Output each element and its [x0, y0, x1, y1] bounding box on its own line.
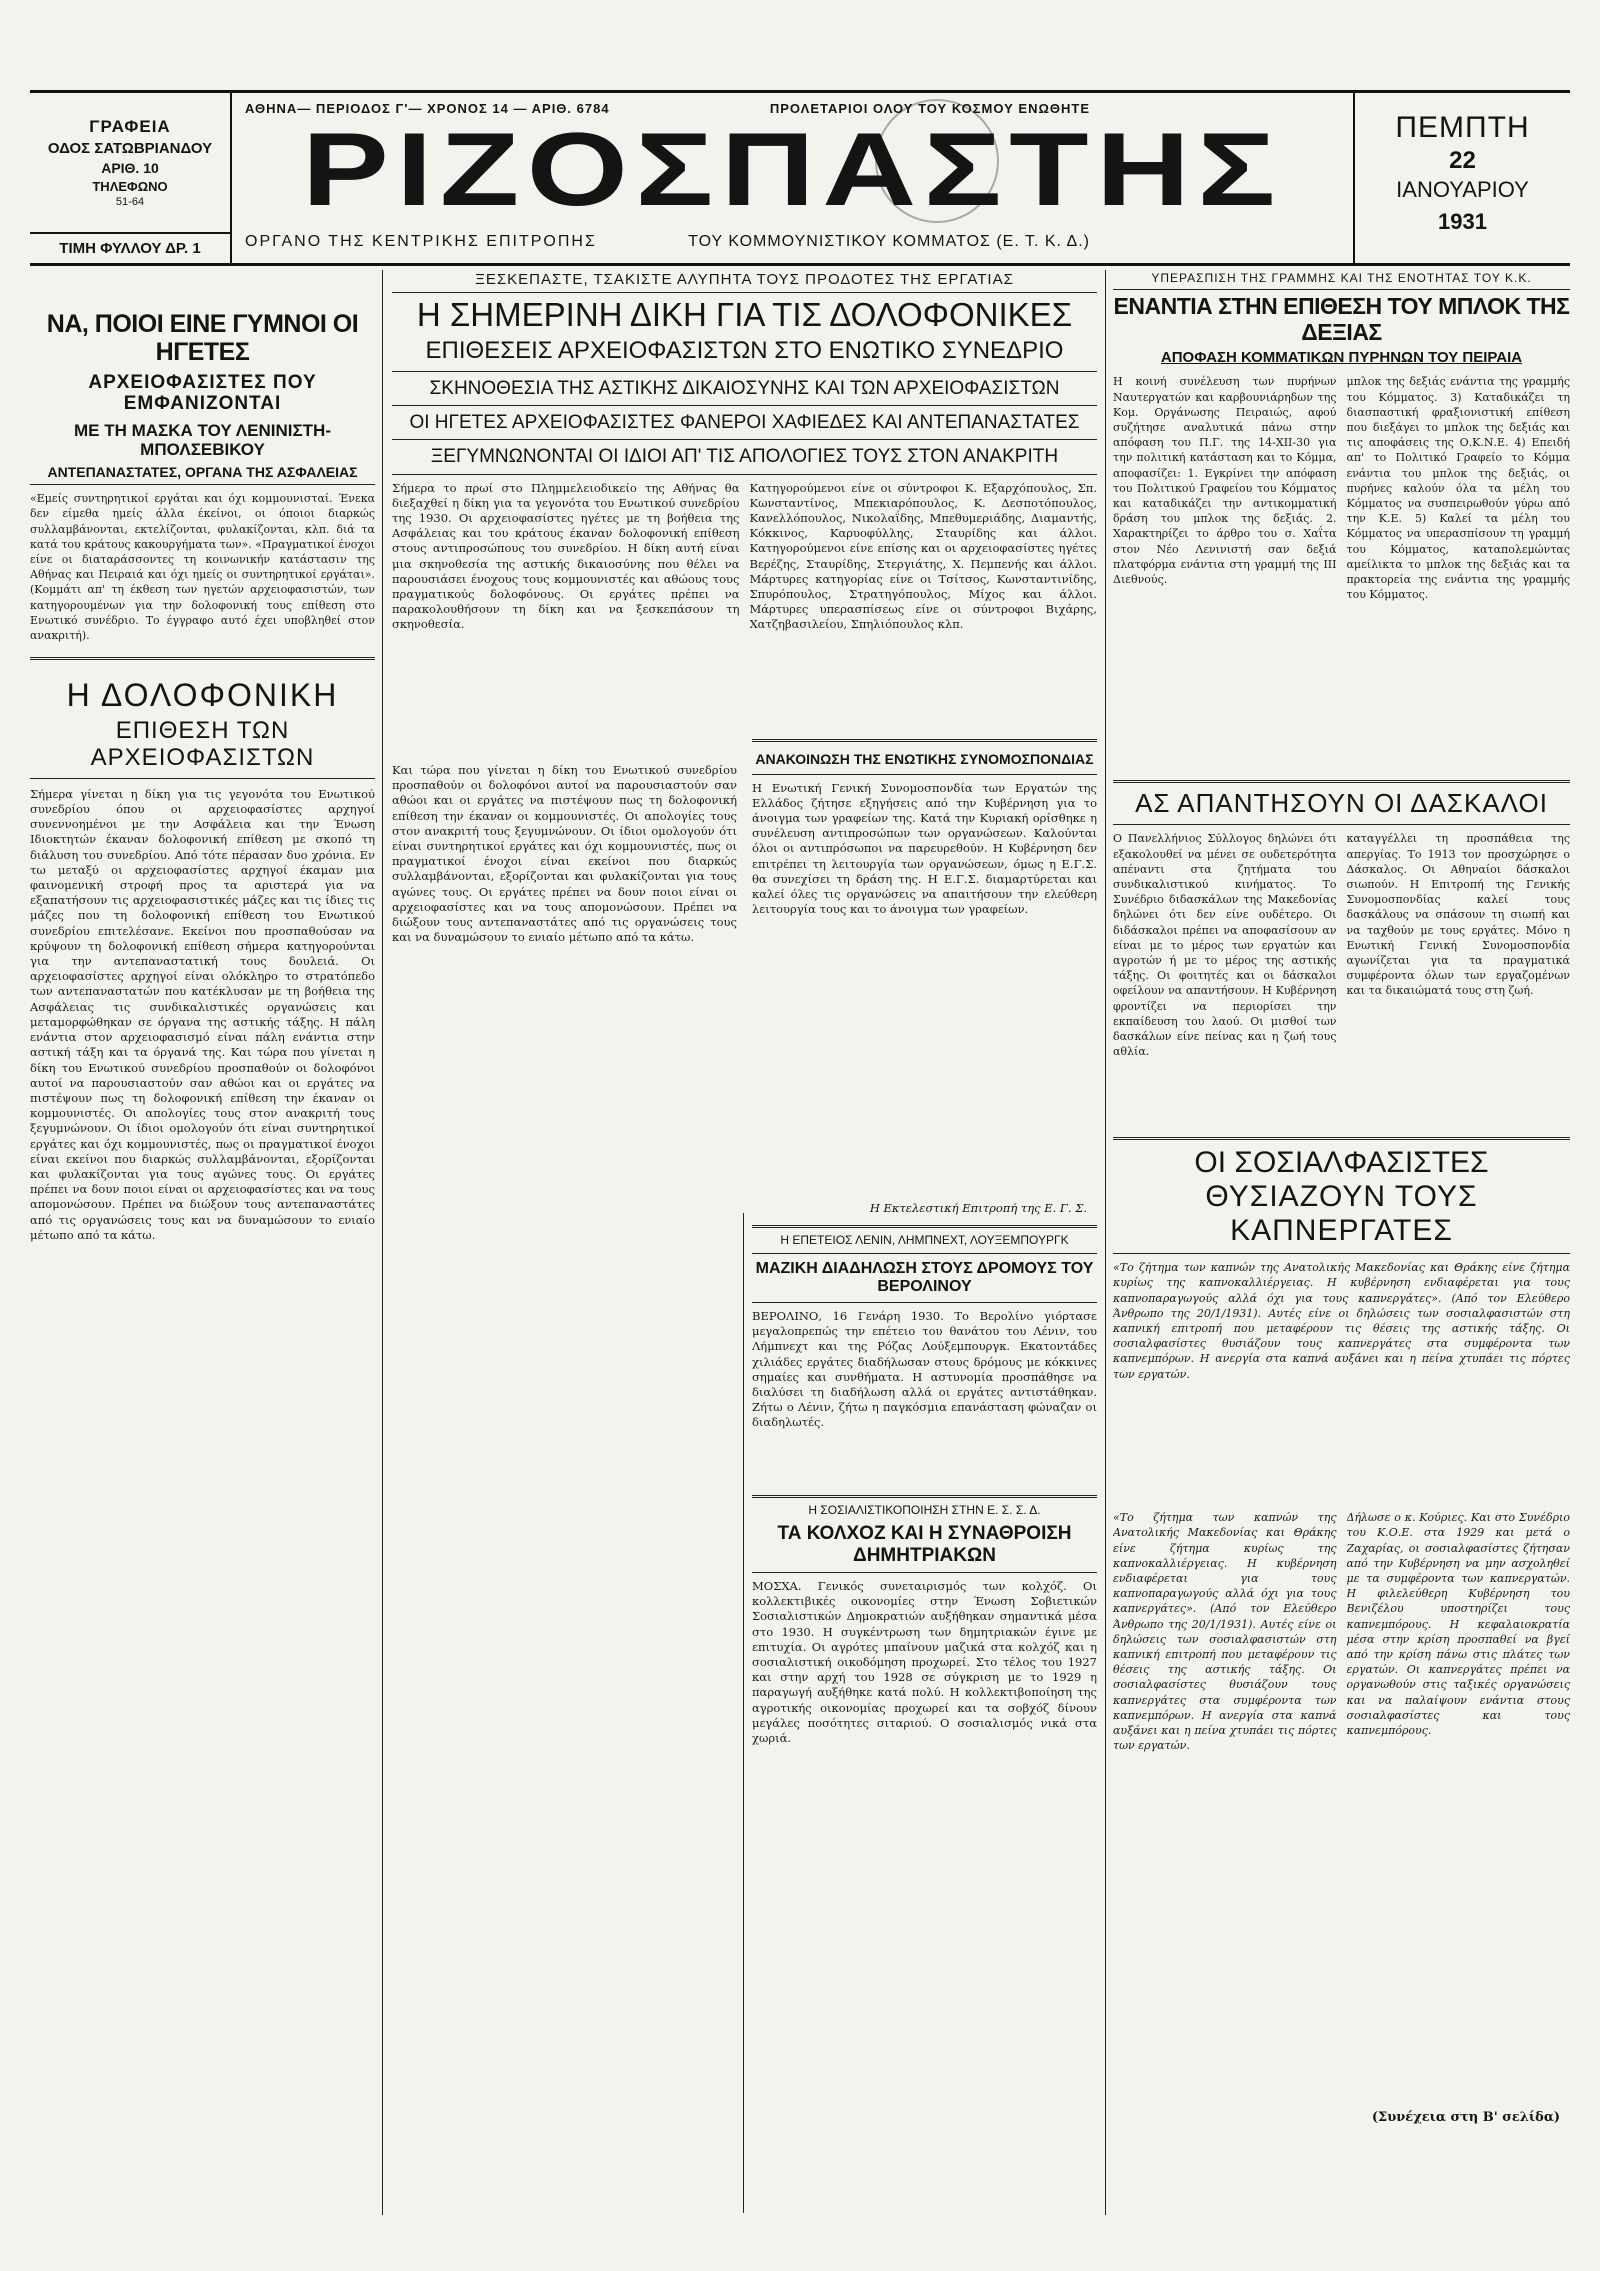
divider: [752, 739, 1097, 742]
right-column: [1113, 268, 1570, 2125]
left-article-body: [30, 787, 375, 2167]
left-article-text-a: Σήμερα γίνεται η δίκη για τις γεγονότα του Ενωτικού συνεδρίου όπου οι αρχειοφασίστες αρχηγοί συνεννοημένοι με την Ασφάλεια και την Ένωση Ιδιοκτητών έκαναν δολοφονική επίθεση με σκοπό τη διάλυση του συνεδρίου. Από τότε πέρασαν δυο χρόνια. Εν τω μεταξύ οι αρχειοφασίστες αρχηγοί έκαμαν μια φαινομενική στροφή προς τα αριστερά για να εξαπατήσουν τις αρχειοφασιστικές μάζες και τις ίδιες τις μάζες που τη δολοφονική επίθεση του Ενωτικού συνεδρίου επιτελέσανε. Εκείνοι που προσπαθούσαν να κρύψουν τη δολοφονική επίθεση σήμερα κατηγορούνται για την αντεπαναστατική τους δουλειά. Οι αρχειοφασίστες αρχηγοί είναι ολόκληρο το στρατόπεδο των αντεπαναστατών που κατέκλυσαν με τη βοήθεια της Ασφάλειας τις συνδικαλιστικές οργανώσεις και μεταμορφώθηκαν σε όργανα της αστικής τάξης. Η πάλη ενάντια στον αρχειοφασισμό είναι πάλη ενάντια στην αστική τάξη και τα όργανά της.: [30, 786, 375, 1060]
phone-label: ΤΗΛΕΦΩΝΟ: [92, 179, 168, 194]
left-continuation-text: Και τώρα που γίνεται η δίκη του Ενωτικού συνεδρίου προσπαθούν οι δολοφόνοι αυτοί να παρουσιαστούν σαν αθώοι και οι εργάτες να πιστέψουν πως τη δολοφονική επίθεση την έκαναν οι κομμουνιστές. Οι απολογίες τους στον ανακριτή τους ξεγυμνώνουν. Οι ίδιοι ομολογούν ότι είναι συντηρητικοί εργάτες και όχι κομμουνιστές, πως οι πραγματικοί ένοχοι είναι εκείνοι που διαρκώς συλλαμβάνονται, εξορίζονται και φυλακίζονται για τους αγώνες τους. Οι εργάτες πρέπει να δουν ποιοι είναι οι αρχειοφασίστες και να τους απομονώσουν. Πρέπει να διώξουν τους αντεπαναστάτες από τις οργανώσεις τους και να δυναμώσουν το ενιαίο μέτωπο από τα κάτω.: [392, 763, 737, 945]
right-headline-4: ΟΙ ΣΟΣΙΑΛΦΑΣΙΣΤΕΣ: [1194, 1146, 1489, 1180]
divider: [752, 1302, 1097, 1303]
tobacco-intro-text: «Το ζήτημα των καπνών της Ανατολικής Μακεδονίας και Θράκης είνε ζήτημα κυρίως της καπνοκαλλιέργειας. Η κυβέρνηση ενδιαφέρεται για τους καπνοπαραγωγούς αλλά όχι για τους καπνεργάτες». (Από τον Ελεύθερο Άνθρωπο της 20/1/1931). Αυτές είνε οι δηλώσεις των σοσιαλφασιστών στη καπνική επιτροπή που μεταφέρουν τις θέσεις της αστικής τάξης. Οι σοσιαλφασίστες θυσιάζουν τους καπνεργάτες στα συμφέροντα των καπνεμπόρων. Η ανεργία στα καπνά αυξάνει και η πείνα χτυπάει τις πόρτες των εργατών.: [1113, 1261, 1570, 1381]
notice-text: Η Ενωτική Γενική Συνομοσπονδία των Εργατών της Ελλάδος ζήτησε εξηγήσεις από την Κυβέρνηση για το άνοιγμα των γραφείων της. Κατά την Κυριακή ορίσθηκε η συνέλευση αντιπροσώπων των οργανώσεων. Καλούνται όλοι οι αντιπρόσωποι να παρευρεθούν. Η Κυβέρνηση δεν επιτρέπει τη λειτουργία των οργανώσεων, όμως η Ε.Γ.Σ. θα συνεχίσει τη δράση της. Η Ε.Γ.Σ. διαμαρτύρεται και καλεί όλες τις οργανώσεις να απαιτήσουν την ελεύθερη λειτουργία τους και το άνοιγμα των γραφείων.: [752, 780, 1097, 917]
subtitle-left: ΟΡΓΑΝΟ ΤΗΣ ΚΕΝΤΡΙΚΗΣ ΕΠΙΤΡΟΠΗΣ: [245, 233, 597, 250]
date-number: 22: [1449, 147, 1476, 174]
tobacco-article-columns: [1113, 1510, 1570, 2110]
left-headline-3: ΜΕ ΤΗ ΜΑΣΚΑ ΤΟΥ ΛΕΝΙΝΙΣΤΗ-ΜΠΟΛΣΕΒΙΚΟΥ: [74, 420, 331, 459]
teachers-text-b: καταγγέλλει τη προσπάθεια της απεργίας. Το 1913 τον προσχώρησε ο Δάσκαλος. Οι Αθηναίοι δάσκαλοι σιωπούν. Η Επιτροπή της Γενικής Συνομοσπονδίας καλεί τους δασκάλους να σπάσουν τη σιωπή και να ταχθούν με τους εργάτες. Μόνο η Ενωτική Γενική Συνομοσπονδία αγωνίζεται για τα πραγματικά συμφέροντα όλων των εργαζομένων και τα δικαιώματά τους στη ζωή.: [1346, 832, 1570, 998]
subtitle-right: ΤΟΥ ΚΟΜΜΟΥΝΙΣΤΙΚΟΥ ΚΟΜΜΑΤΟΣ (Ε. Τ. Κ. Δ.): [688, 233, 1090, 250]
center-headline-2: ΕΠΙΘΕΣΕΙΣ ΑΡΧΕΙΟΦΑΣΙΣΤΩΝ ΣΤΟ ΕΝΩΤΙΚΟ ΣΥΝΕΔΡΙΟ: [425, 336, 1064, 364]
column-rule: [1105, 270, 1106, 2215]
notice-signature: Η Εκτελεστική Επιτροπή της Ε. Γ. Σ.: [869, 1200, 1087, 1215]
lenin-text: ΒΕΡΟΛΙΝΟ, 16 Γενάρη 1930. Το Βερολίνο γιόρτασε μεγαλοπρεπώς την επέτειο του θανάτου του Λένιν, του Λήμπνεχτ και της Ρόζας Λούξεμπουργκ. Εκατοντάδες χιλιάδες εργάτες διαδήλωσαν στους δρόμους με κόκκινες σημαίες και συνθήματα. Η αστυνομία προσπάθησε να διαλύσει τη διαδήλωση αλλά οι εργάτες αντιστάθηκαν. Ζήτω ο Λένιν, ζήτω η παγκόσμια επανάσταση φώναζαν οι διαδηλωτές.: [752, 1308, 1097, 1430]
tobacco-text-a: «Το ζήτημα των καπνών της Ανατολικής Μακεδονίας και Θράκης είνε ζήτημα κυρίως της καπνοκαλλιέργειας. Η κυβέρνηση ενδιαφέρεται για τους καπνοπαραγωγούς αλλά όχι για τους καπνεργάτες». (Από τον Ελεύθερο Άνθρωπο της 20/1/1931). Αυτές είνε οι δηλώσεις των σοσιαλφασιστών στη καπνική επιτροπή που μεταφέρουν τις θέσεις της αστικής τάξης. Οι σοσιαλφασίστες θυσιάζουν τους καπνεργάτες στα συμφέροντα των καπνεμπόρων. Η ανεργία στα καπνά αυξάνει και η πείνα χτυπάει τις πόρτες των εργατών.: [1113, 1511, 1337, 1753]
divider: [1113, 1253, 1570, 1254]
date-day: ΠΕΜΠΤΗ: [1395, 111, 1530, 144]
divider: [392, 439, 1097, 440]
center-article-text-a: Σήμερα το πρωί στο Πλημμελειοδικείο της Αθήνας θα διεξαχθεί η δίκη για τα γεγονότα του Ενωτικού συνεδρίου της 1930. Οι αρχειοφασίστες ηγέτες με τη βοήθεια της Ασφάλειας και του κράτους έκαναν δολοφονική επίθεση στους αντιπροσώπους του συνεδρίου. Η δίκη αυτή είναι μια σκηνοθεσία της αστικής δικαιοσύνης που θέλει να παρουσιάσει ένοχους τους κομμουνιστές και αθώους τους πραγματικούς δολοφόνους. Οι εργάτες πρέπει να παρακολουθήσουν τη δίκη και να ξεσκεπάσουν τη σκηνοθεσία.: [392, 480, 740, 632]
divider: [1113, 1137, 1570, 1140]
center-headline-3: ΣΚΗΝΟΘΕΣΙΑ ΤΗΣ ΑΣΤΙΚΗΣ ΔΙΚΑΙΟΣΥΝΗΣ ΚΑΙ ΤΩΝ ΑΡΧΕΙΟΦΑΣΙΣΤΩΝ: [429, 377, 1060, 399]
continued-note: (Συνέχεια στη Β' σελίδα): [1371, 2110, 1560, 2126]
divider: [392, 405, 1097, 406]
left-headline-6: ΕΠΙΘΕΣΗ ΤΩΝ ΑΡΧΕΙΟΦΑΣΙΣΤΩΝ: [30, 718, 375, 779]
divider: [30, 657, 375, 660]
left-headline-4: ΑΝΤΕΠΑΝΑΣΤΑΤΕΣ, ΟΡΓΑΝΑ ΤΗΣ ΑΣΦΑΛΕΙΑΣ: [30, 465, 375, 486]
center-headline-5: ΞΕΓΥΜΝΩΝΟΝΤΑΙ ΟΙ ΙΔΙΟΙ ΑΠ' ΤΙΣ ΑΠΟΛΟΓΙΕΣ ΤΟΥΣ ΣΤΟΝ ΑΝΑΚΡΙΤΗ: [430, 446, 1059, 468]
kolchoz-headline: ΤΑ ΚΟΛΧΟΖ ΚΑΙ Η ΣΥΝΑΘΡΟΙΣΗ ΔΗΜΗΤΡΙΑΚΩΝ: [777, 1523, 1072, 1566]
divider: [1113, 780, 1570, 783]
column-rule: [743, 1213, 744, 2213]
office-street: ΟΔΟΣ ΣΑΤΩΒΡΙΑΝΔΟΥ: [47, 140, 213, 157]
left-article-text-b: Και τώρα που γίνεται η δίκη του Ενωτικού συνεδρίου προσπαθούν οι δολοφόνοι αυτοί να παρουσιαστούν σαν αθώοι και οι εργάτες να πιστέψουν πως τη δολοφονική επίθεση την έκαναν οι κομμουνιστές. Οι απολογίες τους στον ανακριτή τους ξεγυμνώνουν. Οι ίδιοι ομολογούν ότι είναι συντηρητικοί εργάτες και όχι κομμουνιστές, πως οι πραγματικοί ένοχοι είναι εκείνοι που διαρκώς συλλαμβάνονται, εξορίζονται και φυλακίζονται για τους αγώνες τους. Οι εργάτες πρέπει να δουν ποιοι είναι οι αρχειοφασίστες και να τους απομονώσουν. Πρέπει να διώξουν τους αντεπαναστάτες από τις οργανώσεις τους και να δυναμώσουν το ενιαίο μέτωπο από τα κάτω.: [30, 1045, 375, 1242]
newspaper-title: ΡΙΖΟΣΠΑΣΤΗΣ: [302, 112, 1283, 228]
center-headline-1: Η ΣΗΜΕΡΙΝΗ ΔΙΚΗ ΓΙΑ ΤΙΣ ΔΟΛΟΦΟΝΙΚΕΣ: [416, 296, 1073, 333]
phone-number: 51-64: [115, 196, 145, 208]
date-month: ΙΑΝΟΥΑΡΙΟΥ: [1396, 177, 1529, 202]
right-headline-5: ΘΥΣΙΑΖΟΥΝ ΤΟΥΣ ΚΑΠΝΕΡΓΑΤΕΣ: [1205, 1180, 1478, 1247]
left-headline-2: ΑΡΧΕΙΟΦΑΣΙΣΤΕΣ ΠΟΥ ΕΜΦΑΝΙΖΟΝΤΑΙ: [88, 372, 317, 415]
center-headline-4: ΟΙ ΗΓΕΤΕΣ ΑΡΧΕΙΟΦΑΣΙΣΤΕΣ ΦΑΝΕΡΟΙ ΧΑΦΙΕΔΕΣ ΚΑΙ ΑΝΤΕΠΑΝΑΣΤΑΤΕΣ: [409, 412, 1080, 434]
center-kicker: ΞΕΣΚΕΠΑΣΤΕ, ΤΣΑΚΙΣΤΕ ΑΛΥΠΗΤΑ ΤΟΥΣ ΠΡΟΔΟΤΕΣ ΤΗΣ ΕΡΓΑΤΙΑΣ: [392, 268, 1097, 293]
teachers-text-a: Ο Πανελλήνιος Σύλλογος δηλώνει ότι εξακολουθεί να μένει σε ουδετερότητα απέναντι στα ζητήματα του συνδικαλιστικού κινήματος. Το Συνέδριο διδασκάλων της Μακεδονίας δηλώνει ότι δεν είνε ουδέτερο. Οι διδάσκαλοι πρέπει να αποφασίσουν αν είναι με το μέρος των εργατών και αγροτών ή με το μέρος της αστικής τάξης. Οι φοιτητές και οι δάσκαλοι οφείλουν να απαντήσουν. Η Κυβέρνηση φροντίζει να περιορίσει την εκπαίδευση του λαού. Οι μισθοί των δασκάλων είνε πείνας και η ζωή τους αθλία.: [1113, 832, 1337, 1059]
slogan: ΠΡΟΛΕΤΑΡΙΟΙ ΟΛΟΥ ΤΟΥ ΚΟΣΜΟΥ ΕΝΩΘΗΤΕ: [769, 101, 1090, 116]
divider: [752, 1225, 1097, 1228]
left-continuation-column: [392, 763, 737, 2203]
divider: [752, 774, 1097, 775]
left-column: [30, 268, 375, 2167]
right-article-text-b: μπλοκ της δεξιάς ενάντια της γραμμής του Κόμματος. 3) Καταδικάζει τη διασπαστική φραξιονιστική επίθεση που διεξάγει το μπλοκ της δεξιάς και τις αποφάσεις της Ο.Κ.Ν.Ε. 4) Επειδή απ' το Πολιτικό Γραφείο το Κόμμα ενάντια του μπλοκ της δεξιάς, οι πυρήνες καλούν όλα τα μέλη του Κόμματος να συσπειρωθούν γύρω από την Κ.Ε. 5) Καλεί τα μέλη του Κόμματος να υπερασπίσουν τη γραμμή του Κόμματος, καταπολεμώντας αμείλικτα το μπλοκ της δεξιάς και τα πρακτορεία της ενάντια της γραμμής του Κόμματος.: [1346, 375, 1570, 602]
issue-line: ΑΘΗΝΑ— ΠΕΡΙΟΔΟΣ Γ'— ΧΡΟΝΟΣ 14 — ΑΡΙΘ. 6784: [245, 101, 610, 116]
lenin-headline: ΜΑΖΙΚΗ ΔΙΑΔΗΛΩΣΗ ΣΤΟΥΣ ΔΡΟΜΟΥΣ ΤΟΥ ΒΕΡΟΛΙΝΟΥ: [755, 1260, 1094, 1296]
center-article-text-b: Κατηγορούμενοι είνε οι σύντροφοι Κ. Εξαρχόπουλος, Σπ. Κωνσταντίνος, Μπεκιαρόπουλος, Κ. Δεσποτόπουλος, Κανελλόπουλος, Νικολαΐδης, Μπεθυμεριάδης, Διαμαντής, Κόκκινος, Καρυοφύλλης, Σταυρίδης και άλλοι. Κατηγορούμενοι είνε επίσης και οι αρχειοφασίστες ηγέτες Βερέζης, Σταυρίδης, Στεργιάτης, Χ. Πεμπενής και άλλοι. Μάρτυρες κατηγορίας είνε οι Τσίτσος, Κωνσταντινίδης, Σπυρόπουλος, Στρατηγόπουλος, Μίχος και άλλοι. Μάρτυρες υπερασπίσεως είνε οι σύντροφοι Βιχάρης, Χατζηβασιλείου, Σπηλιόπουλος κλπ.: [749, 480, 1097, 632]
right-headline-3: ΑΣ ΑΠΑΝΤΗΣΟΥΝ ΟΙ ΔΑΣΚΑΛΟΙ: [1135, 788, 1548, 819]
kolchoz-kicker: Η ΣΟΣΙΑΛΙΣΤΙΚΟΠΟΙΗΣΗ ΣΤΗΝ Ε. Σ. Σ. Δ.: [808, 1502, 1041, 1517]
masthead: [30, 90, 1570, 266]
tobacco-text-b: Δήλωσε ο κ. Κούριες. Και στο Συνέδριο του Κ.Ο.Ε. στα 1929 και μετά ο Ζαχαρίας, οι σοσιαλφασίστες ζήτησαν από την Κυβέρνηση να μην ασχοληθεί με τα συμφέροντα των καπνεργατών. Η φιλελεύθερη Κυβέρνηση του Βενιζέλου υποστηρίζει τους καπνεμπόρους. Η κεφαλαιοκρατία μέσα στην κρίση προσπαθεί να βγεί από την κρίση πάνω στις πλάτες των εργατών. Οι καπνεργάτες πρέπει να οργανωθούν στις ταξικές οργανώσεις και να παλαίψουν ενάντια στους σοσιαλφασίστες και τους καπνεμπόρους.: [1346, 1511, 1570, 1738]
masthead-center: [235, 93, 1350, 263]
kolchoz-text: ΜΟΣΧΑ. Γενικός συνεταιρισμός των κολχόζ. Οι κολλεκτιβικές οικονομίες στην Ένωση Σοβιετικών Σοσιαλιστικών Δημοκρατιών αυξήθηκαν σημαντικά μέσα στο 1930. Η συγκέντρωση των δημητριακών έγινε με επιτυχία. Οι αγρότες μπαίνουν μαζικά στα κολχόζ και η σοσιαλιστική οικοδόμηση προχωρεί. Στο τέλος του 1927 και στην αρχή του 1928 σε σύγκριση με το 1929 η παραγωγή αυξήθηκε κατά πολύ. Η κολλεκτιβοποίηση της αγροτικής οικονομίας προχωρεί και τα σοβχόζ δίνουν μεγάλες ποσότητες σιταριού. Ο σοσιαλισμός νικά στα χωριά.: [752, 1578, 1097, 1745]
left-intro-text: «Εμείς συντηρητικοί εργάται και όχι κομμουνισταί. Ένεκα δεν είμεθα ημείς άλλα έκείνοι, οι όποιοι διαρκώς συλλαμβάνονται, εκτελίζονται, φυλακίζονται, κλπ. διά τα κατά του κράτους κακουργήματα των». «Πραγματικοί ένοχοι είνε οι διαταράσσοντες τη κοινωνικήν κατάστασιν της Αθήνας και Πειραιά και όχι ημείς οι συντηρητικοί εργάται». (Κομμάτι απ' τη έκθεση των ηγετών αρχειοφασιστών, των κατηγορουμένων για την δολοφονική τους επίθεση στο Ενωτικό συνέδριο. Το έγγραφο αυτό έχει υποβληθεί στον ανακριτή).: [30, 492, 375, 643]
divider: [752, 1253, 1097, 1254]
right-article-columns: [1113, 374, 1570, 774]
divider: [752, 1572, 1097, 1573]
divider: [392, 371, 1097, 372]
center-article-columns: [392, 481, 1097, 721]
date-year: 1931: [1438, 209, 1487, 234]
notice-headline: ΑΝΑΚΟΙΝΩΣΗ ΤΗΣ ΕΝΩΤΙΚΗΣ ΣΥΝΟΜΟΣΠΟΝΔΙΑΣ: [755, 751, 1094, 767]
date-box: [1353, 93, 1570, 263]
center-column: [392, 268, 1097, 721]
right-headline-2: ΑΠΟΦΑΣΗ ΚΟΜΜΑΤΙΚΩΝ ΠΥΡΗΝΩΝ ΤΟΥ ΠΕΙΡΑΙΑ: [1160, 348, 1523, 366]
column-rule: [382, 270, 383, 2215]
right-headline-1: ΕΝΑΝΤΙΑ ΣΤΗΝ ΕΠΙΘΕΣΗ ΤΟΥ ΜΠΛΟΚ ΤΗΣ ΔΕΞΙΑΣ: [1113, 293, 1570, 345]
office-label: ΓΡΑΦΕΙΑ: [89, 117, 171, 136]
divider: [752, 1495, 1097, 1498]
issue-price: ΤΙΜΗ ΦΥΛΛΟΥ ΔΡ. 1: [30, 232, 230, 263]
center-right-subcolumn: [752, 733, 1097, 2049]
right-article-text-a: Η κοινή συνέλευση των πυρήνων Ναυτεργατών και καρβουνιάρηδων της Κομ. Οργάνωσης Πειραιώς, αφού συζήτησε αναλυτικά πάνω στην απόφαση του Π.Γ. της 14-ΧΙΙ-30 για την πολιτική κατάσταση και το Κόμμα, αποφασίζει: 1. Εγκρίνει την απόφαση του Πολιτικού Γραφείου του Κόμματος και καταδικάζει την αντικομματική δράση του μπλοκ της δεξιάς. 2. Χαρακτηρίζει το άρθρο του σ. Χαΐτα στον Νέο Λενινιστή σαν δεξιά πλατφόρμα ενάντια στη γραμμή της ΙΙΙ Διεθνούς.: [1113, 375, 1337, 586]
office-number: ΑΡΙΘ. 10: [101, 160, 159, 176]
divider: [1113, 824, 1570, 825]
lenin-kicker: Η ΕΠΕΤΕΙΟΣ ΛΕΝΙΝ, ΛΗΜΠΝΕΧΤ, ΛΟΥΞΕΜΠΟΥΡΓΚ: [780, 1232, 1069, 1247]
right-kicker: ΥΠΕΡΑΣΠΙΣΗ ΤΗΣ ΓΡΑΜΜΗΣ ΚΑΙ ΤΗΣ ΕΝΟΤΗΤΑΣ ΤΟΥ Κ.Κ.: [1113, 268, 1570, 290]
newspaper-page: [30, 18, 1570, 2218]
divider: [392, 474, 1097, 475]
left-headline-5: Η ΔΟΛΟΦΟΝΙΚΗ: [66, 677, 339, 714]
left-headline-1: ΝΑ, ΠΟΙΟΙ ΕΙΝΕ ΓΥΜΝΟΙ ΟΙ ΗΓΕΤΕΣ: [46, 310, 359, 366]
teachers-article-columns: [1113, 831, 1570, 1131]
